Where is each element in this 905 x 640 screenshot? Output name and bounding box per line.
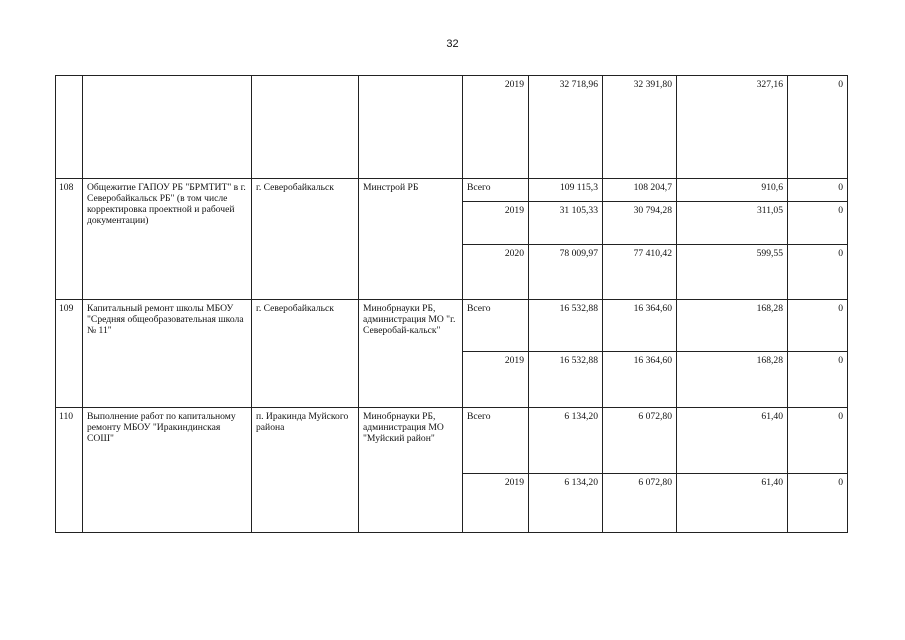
federal-cell: 6 072,80 (603, 408, 677, 474)
table-row (56, 76, 848, 179)
name-cell (83, 76, 252, 179)
total-cell: 78 009,97 (529, 245, 603, 300)
total-cell: 6 134,20 (529, 408, 603, 474)
customer-cell: Минобрнауки РБ, администрация МО "г. Северобай-кальск" (359, 300, 463, 408)
total-cell: 6 134,20 (529, 474, 603, 533)
regional-cell: 168,28 (677, 300, 788, 352)
year-cell: Всего (463, 300, 529, 352)
local-cell: 0 (788, 474, 848, 533)
regional-cell: 910,6 (677, 179, 788, 202)
regional-cell: 327,16 (677, 76, 788, 179)
index-cell: 109 (56, 300, 83, 408)
customer-cell: Минстрой РБ (359, 179, 463, 300)
regional-cell: 311,05 (677, 202, 788, 245)
regional-cell: 61,40 (677, 474, 788, 533)
budget-table-wrapper (55, 75, 848, 533)
year-cell: 2019 (463, 76, 529, 179)
year-cell: 2019 (463, 202, 529, 245)
federal-cell: 108 204,7 (603, 179, 677, 202)
regional-cell: 61,40 (677, 408, 788, 474)
budget-table (55, 75, 848, 533)
index-cell (56, 76, 83, 179)
year-cell: 2019 (463, 474, 529, 533)
table-row (56, 408, 848, 474)
index-cell: 110 (56, 408, 83, 533)
location-cell (252, 76, 359, 179)
local-cell: 0 (788, 408, 848, 474)
customer-cell: Минобрнауки РБ, администрация МО "Муйский район" (359, 408, 463, 533)
federal-cell: 6 072,80 (603, 474, 677, 533)
total-cell: 16 532,88 (529, 300, 603, 352)
local-cell: 0 (788, 352, 848, 408)
location-cell: г. Северобайкальск (252, 300, 359, 408)
name-cell: Общежитие ГАПОУ РБ "БРМТИТ" в г. Северобайкальск РБ" (в том числе корректировка проектной и рабочей документации) (83, 179, 252, 300)
federal-cell: 16 364,60 (603, 300, 677, 352)
federal-cell: 16 364,60 (603, 352, 677, 408)
federal-cell: 32 391,80 (603, 76, 677, 179)
local-cell: 0 (788, 245, 848, 300)
regional-cell: 168,28 (677, 352, 788, 408)
local-cell: 0 (788, 179, 848, 202)
table-row (56, 179, 848, 202)
page-number: 32 (446, 38, 459, 50)
total-cell: 31 105,33 (529, 202, 603, 245)
total-cell: 109 115,3 (529, 179, 603, 202)
year-cell: 2020 (463, 245, 529, 300)
local-cell: 0 (788, 300, 848, 352)
local-cell: 0 (788, 202, 848, 245)
federal-cell: 30 794,28 (603, 202, 677, 245)
regional-cell: 599,55 (677, 245, 788, 300)
federal-cell: 77 410,42 (603, 245, 677, 300)
name-cell: Капитальный ремонт школы МБОУ "Средняя общеобразовательная школа № 11" (83, 300, 252, 408)
location-cell: г. Северобайкальск (252, 179, 359, 300)
location-cell: п. Иракинда Муйского района (252, 408, 359, 533)
customer-cell (359, 76, 463, 179)
year-cell: 2019 (463, 352, 529, 408)
year-cell: Всего (463, 408, 529, 474)
year-cell: Всего (463, 179, 529, 202)
index-cell: 108 (56, 179, 83, 300)
total-cell: 16 532,88 (529, 352, 603, 408)
table-row (56, 300, 848, 352)
local-cell: 0 (788, 76, 848, 179)
total-cell: 32 718,96 (529, 76, 603, 179)
name-cell: Выполнение работ по капитальному ремонту МБОУ "Иракиндинская СОШ" (83, 408, 252, 533)
